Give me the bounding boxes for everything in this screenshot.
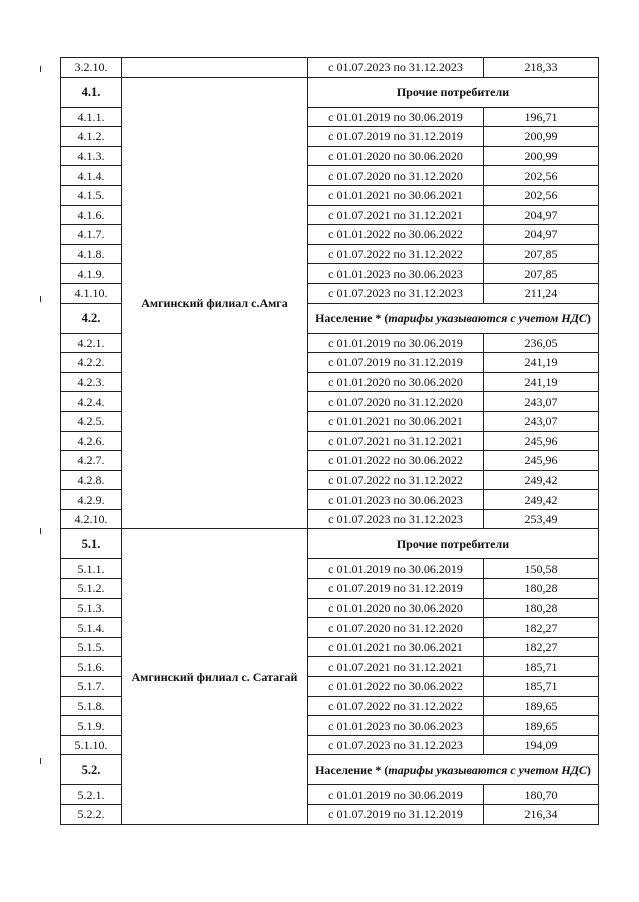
- tariff-value: 249,42: [484, 490, 599, 510]
- period-cell: с 01.07.2019 по 31.12.2019: [308, 127, 484, 147]
- branch-name: Амгинский филиал с.Амга: [122, 77, 308, 529]
- row-number: 4.2.3.: [61, 372, 122, 392]
- period-cell: с 01.07.2023 по 31.12.2023: [308, 509, 484, 529]
- tariff-table-body: [61, 58, 599, 825]
- consumer-category: [308, 77, 599, 107]
- period-cell: с 01.01.2021 по 30.06.2021: [308, 411, 484, 431]
- row-number: 5.2.: [61, 755, 122, 785]
- period-cell: с 01.01.2023 по 30.06.2023: [308, 490, 484, 510]
- tariff-value: 243,07: [484, 392, 599, 412]
- vat-note: тарифы указываются с учетом НДС: [388, 762, 587, 777]
- row-number: 3.2.10.: [61, 58, 122, 78]
- closing-paren: ): [586, 762, 591, 777]
- tariff-value: 182,27: [484, 637, 599, 657]
- row-number: 4.2.7.: [61, 451, 122, 471]
- margin-mark: [40, 296, 41, 302]
- period-cell: с 01.07.2019 по 31.12.2019: [308, 353, 484, 373]
- margin-mark: [40, 528, 41, 534]
- row-number: 4.1.5.: [61, 185, 122, 205]
- category-title: Население * (: [315, 311, 389, 326]
- row-number: 4.2.2.: [61, 353, 122, 373]
- tariff-value: 211,24: [484, 283, 599, 303]
- row-number: 5.1.1.: [61, 559, 122, 579]
- period-cell: с 01.01.2019 по 30.06.2019: [308, 559, 484, 579]
- tariff-value: 245,96: [484, 431, 599, 451]
- tariff-value: 253,49: [484, 509, 599, 529]
- margin-mark: [40, 66, 41, 72]
- period-cell: с 01.07.2020 по 31.12.2020: [308, 618, 484, 638]
- row-number: 5.1.5.: [61, 637, 122, 657]
- period-cell: с 01.01.2019 по 30.06.2019: [308, 785, 484, 805]
- row-number: 4.1.: [61, 77, 122, 107]
- period-cell: с 01.07.2019 по 31.12.2019: [308, 805, 484, 825]
- tariff-value: 218,33: [484, 58, 599, 78]
- margin-mark: [40, 758, 41, 764]
- row-number: 4.2.: [61, 303, 122, 333]
- period-cell: с 01.07.2020 по 31.12.2020: [308, 166, 484, 186]
- period-cell: с 01.07.2023 по 31.12.2023: [308, 735, 484, 755]
- row-number: 5.1.9.: [61, 716, 122, 736]
- period-cell: с 01.01.2022 по 30.06.2022: [308, 225, 484, 245]
- tariff-value: 200,99: [484, 127, 599, 147]
- row-number: 5.1.10.: [61, 735, 122, 755]
- tariff-table: [60, 57, 599, 825]
- tariff-value: 180,70: [484, 785, 599, 805]
- tariff-value: 202,56: [484, 185, 599, 205]
- section-header-row: [61, 77, 599, 107]
- tariff-value: 249,42: [484, 470, 599, 490]
- row-number: 4.1.10.: [61, 283, 122, 303]
- branch-name: [122, 58, 308, 78]
- tariff-value: 202,56: [484, 166, 599, 186]
- row-number: 5.2.2.: [61, 805, 122, 825]
- row-number: 4.2.8.: [61, 470, 122, 490]
- period-cell: с 01.01.2020 по 30.06.2020: [308, 598, 484, 618]
- tariff-value: 189,65: [484, 716, 599, 736]
- tariff-value: 236,05: [484, 333, 599, 353]
- period-cell: с 01.01.2019 по 30.06.2019: [308, 107, 484, 127]
- row-number: 4.2.10.: [61, 509, 122, 529]
- consumer-category: [308, 303, 599, 333]
- period-cell: с 01.07.2021 по 31.12.2021: [308, 657, 484, 677]
- closing-paren: ): [586, 311, 591, 326]
- consumer-category: [308, 529, 599, 559]
- tariff-value: 241,19: [484, 353, 599, 373]
- period-cell: с 01.01.2023 по 30.06.2023: [308, 716, 484, 736]
- row-number: 5.1.4.: [61, 618, 122, 638]
- row-number: 4.1.9.: [61, 264, 122, 284]
- tariff-value: 243,07: [484, 411, 599, 431]
- tariff-value: 204,97: [484, 225, 599, 245]
- tariff-value: 200,99: [484, 146, 599, 166]
- vat-note: тарифы указываются с учетом НДС: [388, 311, 587, 326]
- consumer-category: [308, 755, 599, 785]
- period-cell: с 01.01.2020 по 30.06.2020: [308, 372, 484, 392]
- row-number: 4.2.4.: [61, 392, 122, 412]
- period-cell: с 01.07.2023 по 31.12.2023: [308, 58, 484, 78]
- category-title: Население * (: [315, 762, 389, 777]
- row-number: 5.1.8.: [61, 696, 122, 716]
- row-number: 4.2.6.: [61, 431, 122, 451]
- tariff-value: 180,28: [484, 598, 599, 618]
- tariff-value: 207,85: [484, 244, 599, 264]
- category-title: Прочие потребители: [396, 536, 510, 551]
- period-cell: с 01.07.2021 по 31.12.2021: [308, 431, 484, 451]
- period-cell: с 01.07.2022 по 31.12.2022: [308, 696, 484, 716]
- row-number: 4.1.3.: [61, 146, 122, 166]
- tariff-value: 216,34: [484, 805, 599, 825]
- row-number: 4.1.8.: [61, 244, 122, 264]
- row-number: 4.2.9.: [61, 490, 122, 510]
- period-cell: с 01.01.2023 по 30.06.2023: [308, 264, 484, 284]
- tariff-value: 185,71: [484, 677, 599, 697]
- section-header-row: [61, 529, 599, 559]
- tariff-value: 245,96: [484, 451, 599, 471]
- branch-name: Амгинский филиал с. Сатагай: [122, 529, 308, 824]
- row-number: 5.1.6.: [61, 657, 122, 677]
- period-cell: с 01.01.2019 по 30.06.2019: [308, 333, 484, 353]
- period-cell: с 01.07.2021 по 31.12.2021: [308, 205, 484, 225]
- tariff-value: 180,28: [484, 579, 599, 599]
- period-cell: с 01.07.2019 по 31.12.2019: [308, 579, 484, 599]
- tariff-value: 194,09: [484, 735, 599, 755]
- tariff-value: 182,27: [484, 618, 599, 638]
- category-title: Прочие потребители: [396, 85, 510, 100]
- row-number: 4.1.6.: [61, 205, 122, 225]
- tariff-value: 204,97: [484, 205, 599, 225]
- period-cell: с 01.07.2023 по 31.12.2023: [308, 283, 484, 303]
- row-number: 4.1.1.: [61, 107, 122, 127]
- row-number: 5.1.3.: [61, 598, 122, 618]
- period-cell: с 01.01.2022 по 30.06.2022: [308, 451, 484, 471]
- tariff-value: 207,85: [484, 264, 599, 284]
- period-cell: с 01.01.2021 по 30.06.2021: [308, 185, 484, 205]
- tariff-value: 150,58: [484, 559, 599, 579]
- tariff-value: 196,71: [484, 107, 599, 127]
- period-cell: с 01.07.2020 по 31.12.2020: [308, 392, 484, 412]
- period-cell: с 01.01.2020 по 30.06.2020: [308, 146, 484, 166]
- tariff-value: 185,71: [484, 657, 599, 677]
- table-row: [61, 58, 599, 78]
- row-number: 5.2.1.: [61, 785, 122, 805]
- row-number: 5.1.7.: [61, 677, 122, 697]
- period-cell: с 01.07.2022 по 31.12.2022: [308, 244, 484, 264]
- row-number: 4.2.1.: [61, 333, 122, 353]
- row-number: 4.1.7.: [61, 225, 122, 245]
- row-number: 5.1.2.: [61, 579, 122, 599]
- row-number: 5.1.: [61, 529, 122, 559]
- row-number: 4.2.5.: [61, 411, 122, 431]
- tariff-value: 189,65: [484, 696, 599, 716]
- row-number: 4.1.4.: [61, 166, 122, 186]
- tariff-value: 241,19: [484, 372, 599, 392]
- period-cell: с 01.01.2021 по 30.06.2021: [308, 637, 484, 657]
- row-number: 4.1.2.: [61, 127, 122, 147]
- period-cell: с 01.07.2022 по 31.12.2022: [308, 470, 484, 490]
- period-cell: с 01.01.2022 по 30.06.2022: [308, 677, 484, 697]
